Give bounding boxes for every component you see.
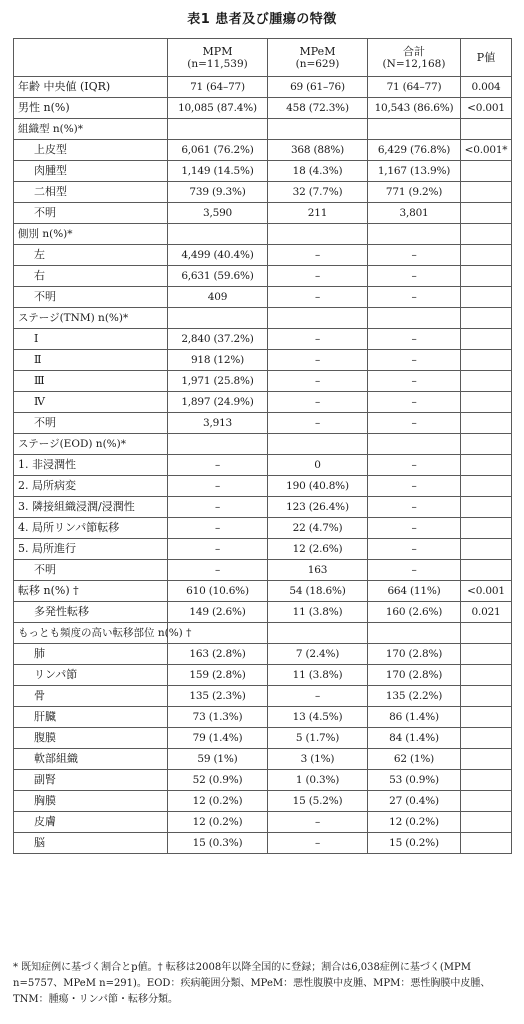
header-mpem: [268, 39, 368, 77]
total-cell: –: [368, 266, 461, 287]
row-label: 右: [14, 266, 168, 287]
p-value-cell: [461, 812, 512, 833]
row-label: 3. 隣接組織浸潤/浸潤性: [14, 497, 168, 518]
p-value-cell: [461, 833, 512, 854]
total-cell: –: [368, 287, 461, 308]
row-label: 腹膜: [14, 728, 168, 749]
mpm-cell: 79 (1.4%): [168, 728, 268, 749]
total-cell: 12 (0.2%): [368, 812, 461, 833]
p-value-cell: [461, 665, 512, 686]
total-cell: 86 (1.4%): [368, 707, 461, 728]
table-row: [14, 707, 512, 728]
row-label: 側別 n(%)*: [14, 224, 168, 245]
total-cell: –: [368, 371, 461, 392]
mpm-cell: 73 (1.3%): [168, 707, 268, 728]
row-label: 不明: [14, 560, 168, 581]
table-row: [14, 371, 512, 392]
header-total-count: (N=12,168): [382, 57, 446, 70]
total-cell: 53 (0.9%): [368, 770, 461, 791]
total-cell: –: [368, 392, 461, 413]
mpem-cell: 12 (2.6%): [268, 539, 368, 560]
mpem-cell: 458 (72.3%): [268, 98, 368, 119]
empty-cell: [368, 224, 461, 245]
total-cell: 3,801: [368, 203, 461, 224]
table-row: [14, 287, 512, 308]
mpm-cell: 59 (1%): [168, 749, 268, 770]
mpm-cell: 12 (0.2%): [168, 791, 268, 812]
row-label: 不明: [14, 287, 168, 308]
mpm-cell: 1,971 (25.8%): [168, 371, 268, 392]
row-label: 4. 局所リンパ節転移: [14, 518, 168, 539]
section-row: [14, 308, 512, 329]
row-label: 年齢 中央値 (IQR): [14, 77, 168, 98]
total-cell: 62 (1%): [368, 749, 461, 770]
total-cell: 664 (11%): [368, 581, 461, 602]
total-cell: 27 (0.4%): [368, 791, 461, 812]
table-row: [14, 203, 512, 224]
header-p-title: P値: [476, 50, 496, 64]
section-row: [14, 119, 512, 140]
total-cell: 1,167 (13.9%): [368, 161, 461, 182]
mpem-cell: 1 (0.3%): [268, 770, 368, 791]
mpem-cell: 13 (4.5%): [268, 707, 368, 728]
table-row: [14, 413, 512, 434]
mpem-cell: 5 (1.7%): [268, 728, 368, 749]
header-label-cell: [14, 39, 168, 77]
empty-cell: [268, 308, 368, 329]
mpem-cell: 22 (4.7%): [268, 518, 368, 539]
total-cell: 135 (2.2%): [368, 686, 461, 707]
row-label: Ⅳ: [14, 392, 168, 413]
p-value-cell: [461, 686, 512, 707]
mpm-cell: 3,913: [168, 413, 268, 434]
row-label: Ⅰ: [14, 329, 168, 350]
total-cell: –: [368, 413, 461, 434]
mpm-cell: 15 (0.3%): [168, 833, 268, 854]
p-value-cell: 0.021: [461, 602, 512, 623]
mpm-cell: 3,590: [168, 203, 268, 224]
total-cell: –: [368, 455, 461, 476]
mpm-cell: 71 (64–77): [168, 77, 268, 98]
table-row: [14, 77, 512, 98]
p-value-cell: [461, 497, 512, 518]
mpm-cell: 409: [168, 287, 268, 308]
row-label: 転移 n(%) †: [14, 581, 168, 602]
mpem-cell: –: [268, 686, 368, 707]
p-value-cell: <0.001*: [461, 140, 512, 161]
total-cell: 170 (2.8%): [368, 644, 461, 665]
table-row: [14, 476, 512, 497]
row-label: 肉腫型: [14, 161, 168, 182]
table-row: [14, 749, 512, 770]
table-row: [14, 770, 512, 791]
table-row: [14, 392, 512, 413]
row-label: Ⅲ: [14, 371, 168, 392]
total-cell: –: [368, 476, 461, 497]
mpem-cell: 211: [268, 203, 368, 224]
mpm-cell: 159 (2.8%): [168, 665, 268, 686]
row-label: 2. 局所病変: [14, 476, 168, 497]
mpem-cell: –: [268, 329, 368, 350]
mpem-cell: 18 (4.3%): [268, 161, 368, 182]
mpem-cell: –: [268, 833, 368, 854]
mpm-cell: 149 (2.6%): [168, 602, 268, 623]
row-label: 5. 局所進行: [14, 539, 168, 560]
p-value-cell: [461, 329, 512, 350]
row-label: 肺: [14, 644, 168, 665]
row-label: 1. 非浸潤性: [14, 455, 168, 476]
row-label: 組織型 n(%)*: [14, 119, 168, 140]
table-row: [14, 560, 512, 581]
mpem-cell: 368 (88%): [268, 140, 368, 161]
table-row: [14, 497, 512, 518]
empty-cell: [168, 224, 268, 245]
total-cell: –: [368, 497, 461, 518]
total-cell: –: [368, 350, 461, 371]
p-value-cell: [461, 413, 512, 434]
header-mpm: [168, 39, 268, 77]
header-mpem-title: MPeM: [299, 44, 336, 58]
mpem-cell: 32 (7.7%): [268, 182, 368, 203]
empty-cell: [268, 224, 368, 245]
p-value-cell: [461, 749, 512, 770]
p-value-cell: [461, 539, 512, 560]
row-label: 肝臓: [14, 707, 168, 728]
mpm-cell: 52 (0.9%): [168, 770, 268, 791]
table-footnote: * 既知症例に基づく割合とp値。† 転移は2008年以降全国的に登録；割合は6,038症例に基づく(MPM n=5757、MPeM n=291)。EOD：疾病範囲分類、MPeM：悪性腹膜中皮腫、MPM：悪性胸膜中皮腫、TNM：腫瘍・リンパ節・転移分類。: [13, 962, 491, 1005]
mpm-cell: –: [168, 455, 268, 476]
p-value-cell: 0.004: [461, 77, 512, 98]
table-body: [14, 77, 512, 854]
mpem-cell: 190 (40.8%): [268, 476, 368, 497]
row-label: 男性 n(%): [14, 98, 168, 119]
total-cell: –: [368, 245, 461, 266]
mpm-cell: –: [168, 497, 268, 518]
mpem-cell: 15 (5.2%): [268, 791, 368, 812]
row-label: 脳: [14, 833, 168, 854]
table-row: [14, 455, 512, 476]
empty-cell: [368, 308, 461, 329]
mpem-cell: –: [268, 350, 368, 371]
row-label: ステージ(TNM) n(%)*: [14, 308, 168, 329]
p-value-cell: [461, 770, 512, 791]
patient-characteristics-table: [13, 38, 512, 854]
table-row: [14, 812, 512, 833]
mpem-cell: 0: [268, 455, 368, 476]
mpm-cell: –: [168, 518, 268, 539]
total-cell: –: [368, 560, 461, 581]
table-row: [14, 581, 512, 602]
total-cell: –: [368, 518, 461, 539]
mpm-cell: 918 (12%): [168, 350, 268, 371]
total-cell: 771 (9.2%): [368, 182, 461, 203]
table-row: [14, 518, 512, 539]
total-cell: 15 (0.2%): [368, 833, 461, 854]
empty-cell: [461, 623, 512, 644]
empty-cell: [268, 434, 368, 455]
section-row: [14, 434, 512, 455]
row-label: Ⅱ: [14, 350, 168, 371]
row-label: もっとも頻度の高い転移部位 n(%) †: [14, 623, 168, 644]
empty-cell: [168, 434, 268, 455]
row-label: 骨: [14, 686, 168, 707]
empty-cell: [368, 119, 461, 140]
p-value-cell: [461, 560, 512, 581]
mpem-cell: 3 (1%): [268, 749, 368, 770]
mpem-cell: –: [268, 392, 368, 413]
table-row: [14, 98, 512, 119]
p-value-cell: [461, 203, 512, 224]
table-title: 表1 患者及び腫瘍の特徴: [187, 12, 337, 27]
mpm-cell: 12 (0.2%): [168, 812, 268, 833]
row-label: 副腎: [14, 770, 168, 791]
p-value-cell: [461, 728, 512, 749]
table-row: [14, 329, 512, 350]
section-row: [14, 224, 512, 245]
p-value-cell: [461, 455, 512, 476]
header-mpm-count: (n=11,539): [187, 57, 248, 70]
p-value-cell: [461, 644, 512, 665]
row-label: リンパ節: [14, 665, 168, 686]
empty-cell: [168, 119, 268, 140]
p-value-cell: [461, 392, 512, 413]
empty-cell: [461, 308, 512, 329]
mpm-cell: 6,061 (76.2%): [168, 140, 268, 161]
header-p-value: [461, 39, 512, 77]
p-value-cell: [461, 350, 512, 371]
total-cell: 84 (1.4%): [368, 728, 461, 749]
mpem-cell: 11 (3.8%): [268, 602, 368, 623]
mpm-cell: –: [168, 476, 268, 497]
table-row: [14, 245, 512, 266]
empty-cell: [368, 623, 461, 644]
p-value-cell: [461, 791, 512, 812]
mpm-cell: 739 (9.3%): [168, 182, 268, 203]
table-row: [14, 686, 512, 707]
table-row: [14, 182, 512, 203]
mpm-cell: 2,840 (37.2%): [168, 329, 268, 350]
p-value-cell: [461, 266, 512, 287]
table-row: [14, 833, 512, 854]
row-label: 胸膜: [14, 791, 168, 812]
mpem-cell: 54 (18.6%): [268, 581, 368, 602]
table-row: [14, 350, 512, 371]
row-label: 左: [14, 245, 168, 266]
mpem-cell: –: [268, 245, 368, 266]
total-cell: 10,543 (86.6%): [368, 98, 461, 119]
mpem-cell: –: [268, 413, 368, 434]
section-row: [14, 623, 512, 644]
mpm-cell: 610 (10.6%): [168, 581, 268, 602]
mpm-cell: –: [168, 560, 268, 581]
mpem-cell: –: [268, 371, 368, 392]
p-value-cell: [461, 707, 512, 728]
mpem-cell: –: [268, 266, 368, 287]
p-value-cell: [461, 476, 512, 497]
row-label: 軟部組織: [14, 749, 168, 770]
table-row: [14, 644, 512, 665]
p-value-cell: [461, 518, 512, 539]
total-cell: –: [368, 329, 461, 350]
total-cell: 6,429 (76.8%): [368, 140, 461, 161]
total-cell: 160 (2.6%): [368, 602, 461, 623]
header-total: [368, 39, 461, 77]
row-label: ステージ(EOD) n(%)*: [14, 434, 168, 455]
empty-cell: [461, 224, 512, 245]
header-row: [14, 39, 512, 77]
mpm-cell: –: [168, 539, 268, 560]
p-value-cell: <0.001: [461, 581, 512, 602]
table-row: [14, 602, 512, 623]
row-label: 二相型: [14, 182, 168, 203]
row-label: 不明: [14, 203, 168, 224]
mpm-cell: 6,631 (59.6%): [168, 266, 268, 287]
p-value-cell: [461, 287, 512, 308]
mpem-cell: 7 (2.4%): [268, 644, 368, 665]
row-label: 多発性転移: [14, 602, 168, 623]
empty-cell: [168, 308, 268, 329]
empty-cell: [368, 434, 461, 455]
total-cell: 71 (64–77): [368, 77, 461, 98]
header-mpem-count: (n=629): [295, 57, 340, 70]
p-value-cell: <0.001: [461, 98, 512, 119]
total-cell: –: [368, 539, 461, 560]
mpm-cell: 135 (2.3%): [168, 686, 268, 707]
mpem-cell: 123 (26.4%): [268, 497, 368, 518]
mpem-cell: –: [268, 287, 368, 308]
row-label: 上皮型: [14, 140, 168, 161]
mpem-cell: 163: [268, 560, 368, 581]
empty-cell: [268, 119, 368, 140]
table-row: [14, 791, 512, 812]
p-value-cell: [461, 161, 512, 182]
row-label: 皮膚: [14, 812, 168, 833]
row-label: 不明: [14, 413, 168, 434]
mpm-cell: 1,897 (24.9%): [168, 392, 268, 413]
empty-cell: [461, 434, 512, 455]
empty-cell: [268, 623, 368, 644]
p-value-cell: [461, 245, 512, 266]
table-row: [14, 161, 512, 182]
p-value-cell: [461, 371, 512, 392]
mpem-cell: 69 (61–76): [268, 77, 368, 98]
mpm-cell: 10,085 (87.4%): [168, 98, 268, 119]
total-cell: 170 (2.8%): [368, 665, 461, 686]
table-row: [14, 539, 512, 560]
p-value-cell: [461, 182, 512, 203]
table-row: [14, 140, 512, 161]
empty-cell: [461, 119, 512, 140]
mpm-cell: 163 (2.8%): [168, 644, 268, 665]
mpm-cell: 1,149 (14.5%): [168, 161, 268, 182]
mpem-cell: –: [268, 812, 368, 833]
table-row: [14, 266, 512, 287]
header-total-title: 合計: [403, 44, 425, 58]
header-mpm-title: MPM: [202, 44, 233, 58]
table-row: [14, 665, 512, 686]
table-row: [14, 728, 512, 749]
mpem-cell: 11 (3.8%): [268, 665, 368, 686]
mpm-cell: 4,499 (40.4%): [168, 245, 268, 266]
